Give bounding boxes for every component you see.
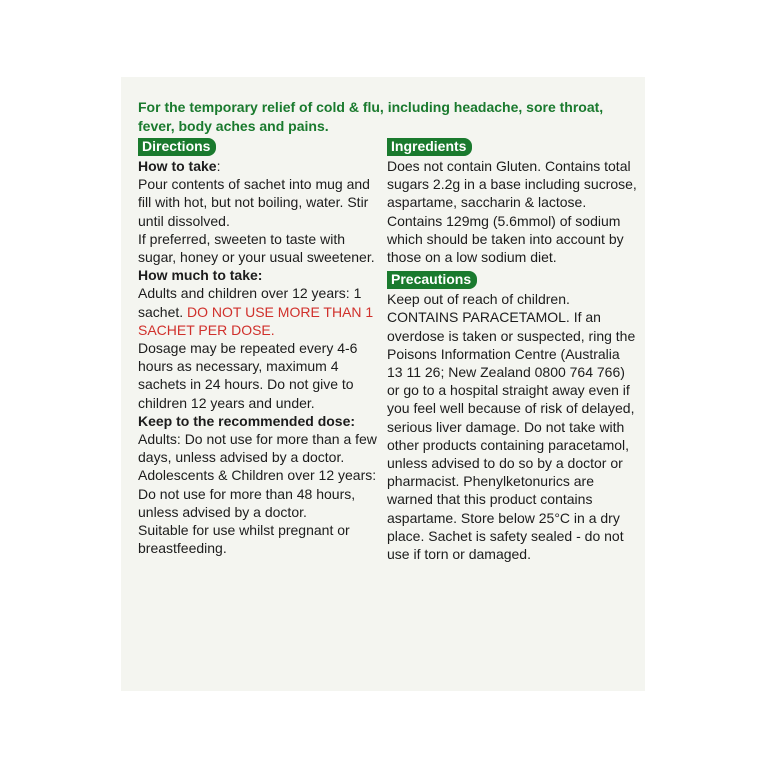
how-to-take-text: Pour contents of sachet into mug and fill with hot, but not boiling, water. Stir until dissolved. xyxy=(138,176,370,229)
ingredients-precautions-column xyxy=(387,137,637,563)
precautions-text: Keep out of reach of children. CONTAINS PARACETAMOL. If an overdose is taken or suspected, ring the Poisons Information Centre (Australia 13 11 26; New Zealand 0800 764 766) or go to a hospital straight away even if you feel well because of risk of delayed, serious liver damage. Do not take with other products containing paracetamol, unless advised to do so by a doctor or pharmacist. Phenylketonurics are warned that this product contains aspartame. Store below 25°C in a dry place. Sachet is safety sealed - do not use if torn or damaged. xyxy=(387,291,636,563)
precautions-heading: Precautions xyxy=(387,271,477,289)
sweeten-text: If preferred, sweeten to taste with sugar, honey or your usual sweetener. xyxy=(138,230,375,266)
max-dose-warning: DO NOT USE MORE THAN 1 SACHET PER DOSE. xyxy=(138,303,374,338)
directions-column xyxy=(138,137,378,557)
ingredients-text: Does not contain Gluten. Contains total sugars 2.2g in a base including sucrose, aspartame, saccharin & lactose. Contains 129mg (5.6mmol) of sodium which should be taken into account by those on a low sodium diet. xyxy=(387,158,637,266)
ingredients-heading: Ingredients xyxy=(387,138,472,156)
how-to-take-colon: : xyxy=(216,158,221,174)
indication-headline: For the temporary relief of cold & flu, including headache, sore throat, fever, body aches and pains. xyxy=(138,99,604,134)
dosage-text: Dosage may be repeated every 4-6 hours as necessary, maximum 4 sachets in 24 hours. Do not give to children 12 years and under. xyxy=(138,340,358,411)
pregnancy-text: Suitable for use whilst pregnant or breastfeeding. xyxy=(138,522,350,557)
how-much-label: How much to take: xyxy=(138,267,263,284)
adults-text: Adults: Do not use for more than a few days, unless advised by a doctor. xyxy=(138,431,377,466)
how-to-take-label: How to take xyxy=(138,158,217,174)
how-much-text: Adults and children over 12 years: 1 sachet. xyxy=(138,285,362,320)
adolescents-text: Adolescents & Children over 12 years: Do not use for more than 48 hours, unless advised by a doctor. xyxy=(138,467,377,520)
keep-dose-label: Keep to the recommended dose: xyxy=(138,412,356,429)
directions-heading: Directions xyxy=(138,138,216,156)
